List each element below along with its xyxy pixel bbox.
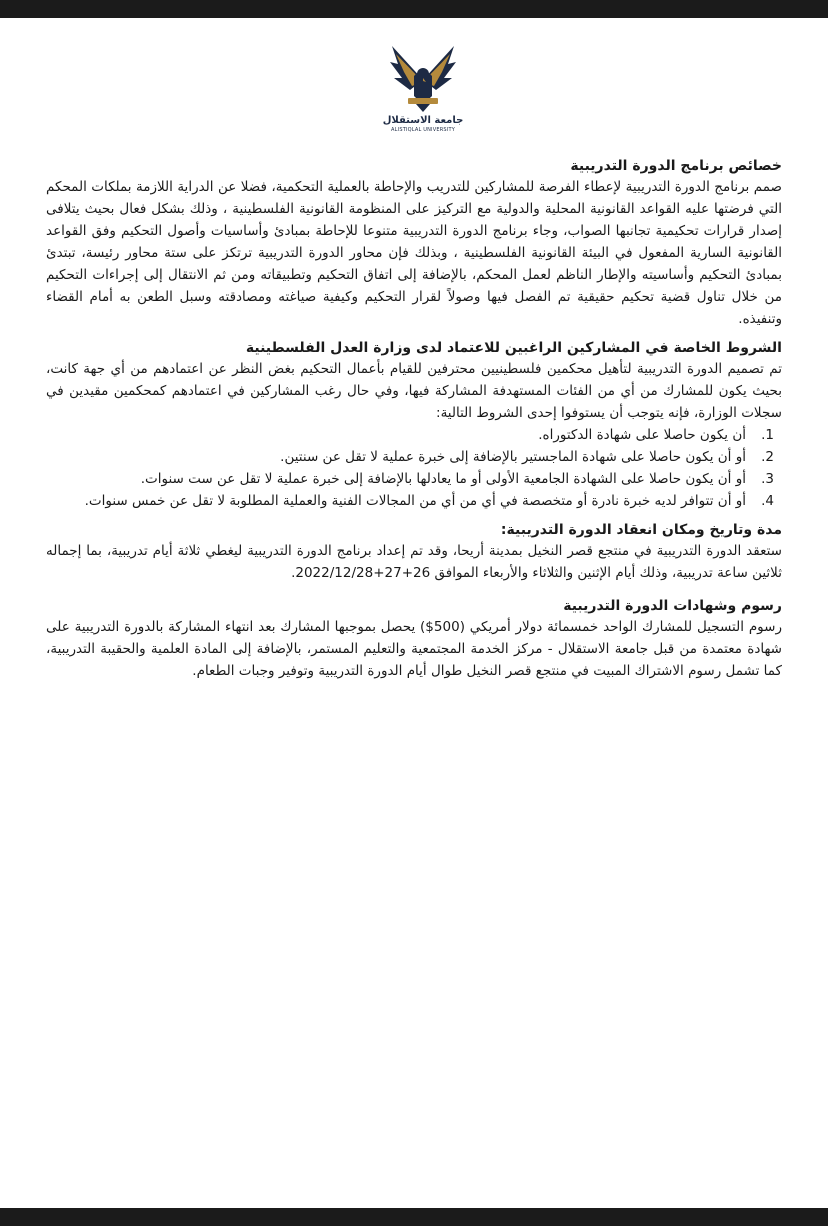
fees-paragraph: رسوم التسجيل للمشارك الواحد خمسمائة دولار أمريكي (500$) يحصل بموجبها المشارك بعد انتهاء المشاركة بالدورة التدريبية على شهادة معتمدة من قبل جامعة الاستقلال - مركز الخدمة المجتمعية والتعليم المستمر، بالإضافة إلى المادة العلمية والحقيبة التدريبية، كما تشمل رسوم الاشتراك المبيت في منتجع قصر النخيل طوال أيام الدورة التدريبية وتوفير وجبات الطعام.: [46, 619, 782, 679]
list-item-text: أن يكون حاصلا على شهادة الدكتوراه.: [538, 427, 746, 443]
conditions-paragraph: تم تصميم الدورة التدريبية لتأهيل محكمين فلسطينيين محترفين للقيام بأعمال التحكيم بغض النظر عن اعتمادهم من أي جهة كانت، بحيث يكون للمشارك من أي من الفئات المستهدفة المشاركة فيها، وفي حال رغب المشاركين في اعتمادهم كمحكمين مقيدين في سجلات الوزارة، فإنه يتوجب أن يستوفوا إحدى الشروط التالية:: [46, 361, 782, 421]
list-item: [46, 424, 774, 446]
features-paragraph: صمم برنامج الدورة التدريبية لإعطاء الفرصة للمشاركين للتدريب والإحاطة بالعملية التحكمية، فضلا عن الدراية اللازمة بملكات المحكم التي فرضتها عليه القواعد القانونية المحلية والدولية مع التركيز على المنظومة القانونية الفلسطينية ، وذلك بشكل فعال بحيث يتلافى إصدار قرارات تحكيمية تجانبها الصواب، وجاء برنامج الدورة التدريبية متنوعا للإحاطة بمبادئ وأساسيات وأصول التحكيم وفق القواعد القانونية السارية المفعول في البيئة القانونية الفلسطينية ، وبذلك فإن محاور الدورة التدريبية ترتكز على ستة محاور رئيسة، تبتدئ بمبادئ التحكيم وأساسيته والإطار الناظم لعمل المحكم، بالإضافة إلى اتفاق التحكيم وتطبيقاته ومن ثم الانتقال إلى إجراءات التحكيم من خلال تناول قضية تحكيم حقيقية تم الفصل فيها وصولاً لقرار التحكيم وكيفية صياغته ومصادقته وسبل الطعن به أمام القضاء وتنفيذه.: [46, 179, 782, 327]
features-heading: خصائص برنامج الدورة التدريبية: [570, 158, 782, 174]
fees-heading: رسوم وشهادات الدورة التدريبية: [563, 598, 782, 614]
list-item-text: أو أن تتوافر لديه خبرة نادرة أو متخصصة في أي من أي من المجالات الفنية والعملية المطلوبة لا تقل عن خمس سنوات.: [84, 493, 746, 509]
conditions-section: [46, 338, 782, 512]
duration-heading: مدة وتاريخ ومكان انعقاد الدورة التدريبية:: [500, 522, 782, 538]
logo-arabic-name: جامعة الاستقلال: [382, 115, 464, 126]
duration-paragraph: ستعقد الدورة التدريبية في منتجع قصر النخيل بمدينة أريحا، وقد تم إعداد برنامج الدورة التدريبية ليغطي ثلاثة أيام تدريبية، بما إجماله ثلاثين ساعة تدريبية، وذلك أيام الإثنين والثلاثاء والأربعاء الموافق 26+27+2022/12/28.: [46, 543, 782, 581]
list-item-text: أو أن يكون حاصلا على الشهادة الجامعية الأولى أو ما يعادلها بالإضافة إلى خبرة عملية لا تقل عن ست سنوات.: [140, 471, 746, 487]
list-item: [46, 468, 774, 490]
list-item-number: 4.: [761, 493, 774, 509]
document-body: [46, 156, 782, 690]
list-item-number: 3.: [761, 471, 774, 487]
eagle-emblem-icon: [388, 40, 458, 114]
conditions-heading: الشروط الخاصة في المشاركين الراغبين للاعتماد لدى وزارة العدل الفلسطينية: [245, 340, 782, 356]
list-item-text: أو أن يكون حاصلا على شهادة الماجستير بالإضافة إلى خبرة عملية لا تقل عن سنتين.: [280, 449, 746, 465]
university-logo: [378, 40, 468, 144]
list-item: [46, 446, 774, 468]
list-item-number: 1.: [761, 427, 774, 443]
list-item: [46, 490, 774, 512]
features-section: [46, 156, 782, 330]
fees-section: [46, 596, 782, 682]
conditions-list: [46, 424, 782, 512]
document-page: [0, 18, 828, 1208]
list-item-number: 2.: [761, 449, 774, 465]
duration-section: [46, 520, 782, 584]
logo-english-name: ALISTIQLAL UNIVERSITY: [391, 127, 455, 133]
